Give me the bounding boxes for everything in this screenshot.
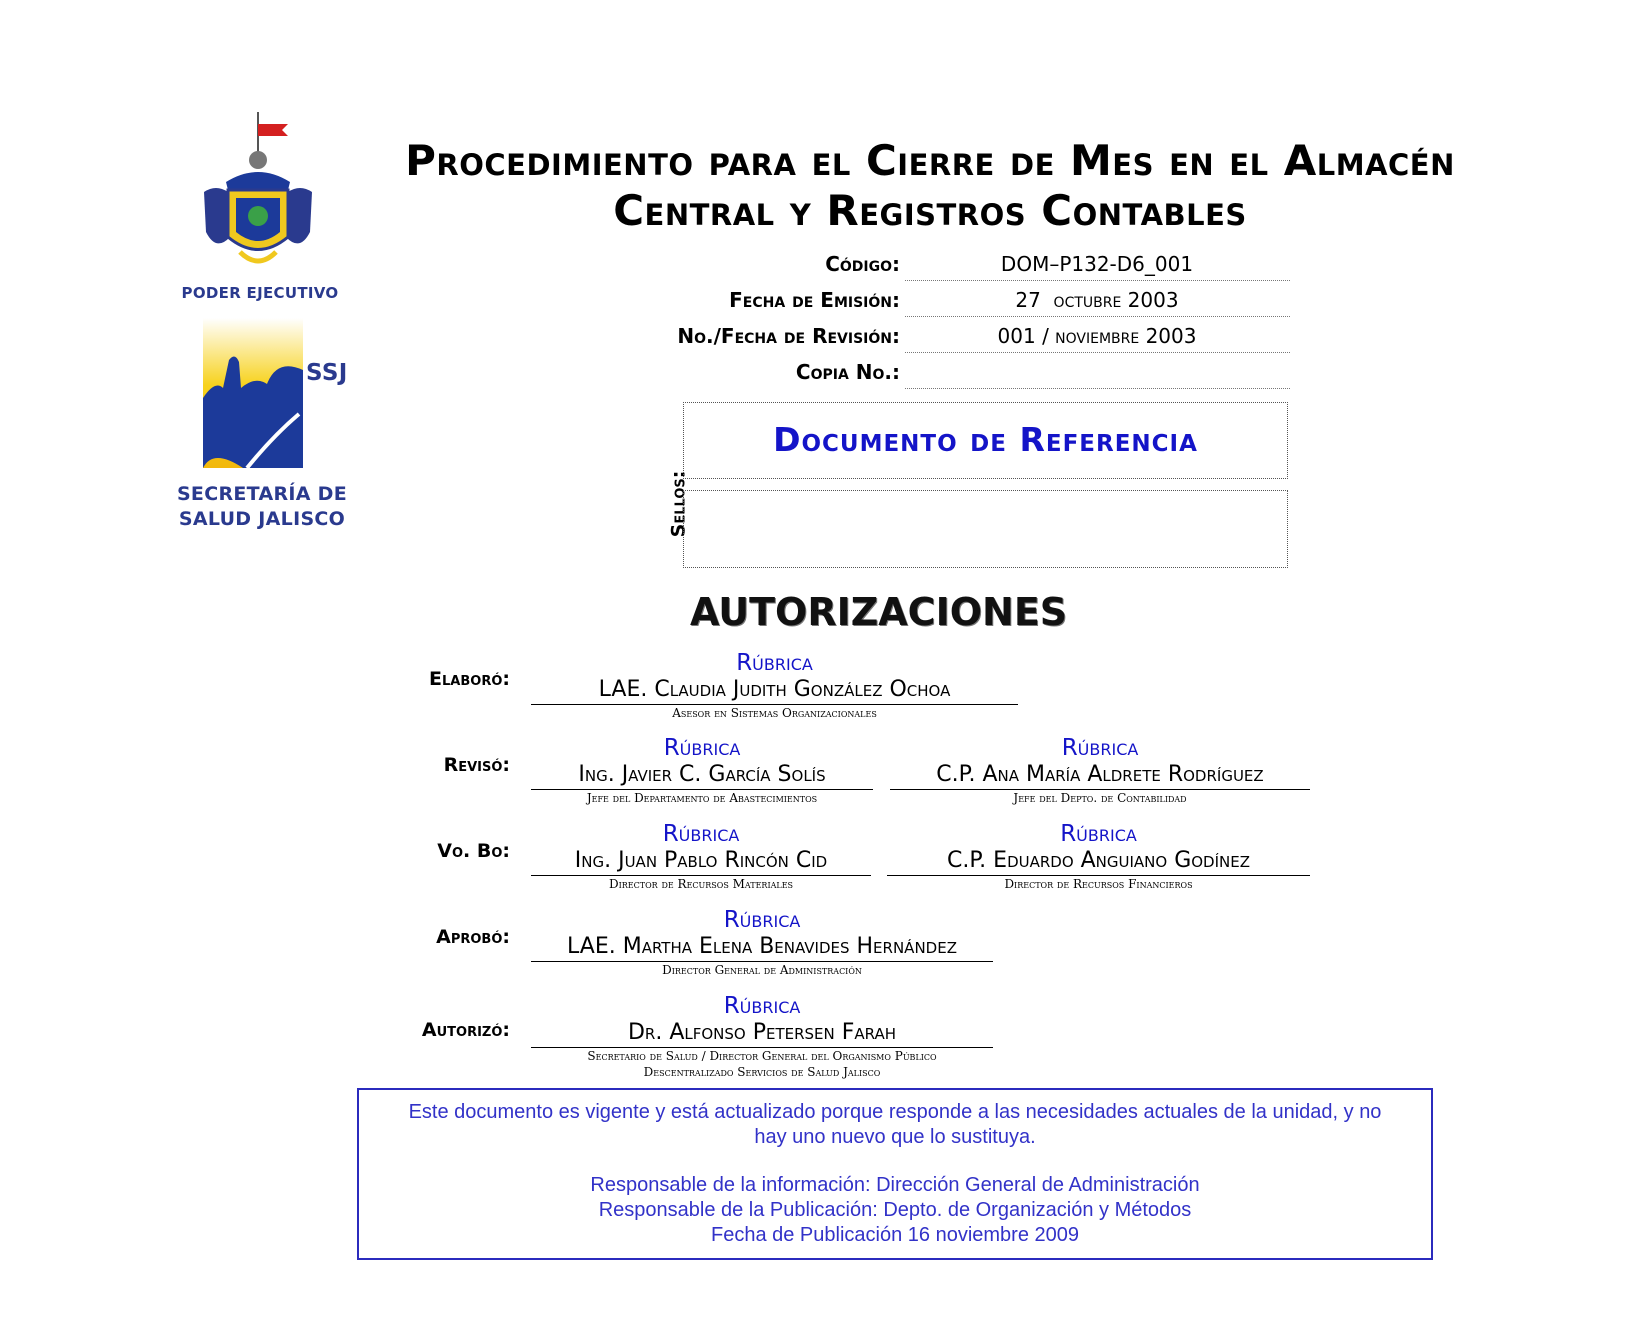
codigo-value: DOM–P132-D6_001 — [1000, 252, 1194, 276]
codigo-label: Código: — [825, 252, 900, 276]
reviso-label: Revisó: — [443, 754, 510, 776]
revision-underline — [905, 352, 1290, 353]
rubrica-text: Rúbrica — [1060, 821, 1137, 847]
reviso-right-signature — [890, 734, 1310, 806]
notice-line-1: Este documento es vigente y está actualizado porque responde a las necesidades actuales de la unidad, y no — [408, 1101, 1382, 1123]
aprobo-label: Aprobó: — [436, 926, 510, 948]
coat-of-arms-icon — [196, 112, 328, 277]
fecha-emision-label: Fecha de Emisión: — [729, 288, 900, 312]
document-title-line-2: Central y Registros Contables — [613, 186, 1247, 235]
publication-responsible: Responsable de la Publicación: Depto. de Organización y Métodos — [598, 1199, 1192, 1221]
revision-value: 001 / noviembre 2003 — [997, 324, 1197, 348]
reviso-left-signature — [531, 734, 873, 806]
vobo-left-signature — [531, 820, 871, 892]
poder-ejecutivo-label: PODER EJECUTIVO — [181, 284, 339, 302]
reviso-right-role: Jefe del Depto. de Contabilidad — [1013, 791, 1187, 805]
autorizo-role-line-2: Descentralizado Servicios de Salud Jalisco — [643, 1065, 881, 1079]
rubrica-text: Rúbrica — [723, 907, 801, 933]
fecha-emision-underline — [905, 316, 1290, 317]
vobo-right-signature — [887, 820, 1310, 892]
elaboro-name: LAE. Claudia Judith González Ochoa — [531, 677, 1018, 705]
documento-referencia-title: Documento de Referencia — [773, 420, 1198, 459]
autorizo-label: Autorizó: — [421, 1019, 510, 1041]
fecha-emision-value: 27 octubre 2003 — [1015, 288, 1179, 312]
document-title-line-1: Procedimiento para el Cierre de Mes en el Almacén — [405, 136, 1455, 185]
aprobo-name: LAE. Martha Elena Benavides Hernández — [531, 934, 993, 962]
reviso-right-name: C.P. Ana María Aldrete Rodríguez — [890, 762, 1310, 790]
secretaria-line-1: SECRETARÍA DE — [176, 483, 348, 505]
aprobo-signature — [531, 906, 993, 978]
reviso-left-name: Ing. Javier C. García Solís — [531, 762, 873, 790]
autorizaciones-heading: AUTORIZACIONES — [690, 590, 1068, 634]
vobo-left-name: Ing. Juan Pablo Rincón Cid — [531, 848, 871, 876]
stamp-box-bottom — [683, 490, 1288, 568]
copia-label: Copia No.: — [795, 360, 900, 384]
copia-underline — [905, 388, 1290, 389]
vobo-left-role: Director de Recursos Materiales — [608, 877, 794, 891]
rubrica-text: Rúbrica — [663, 735, 741, 761]
info-responsible: Responsable de la información: Dirección General de Administración — [590, 1174, 1200, 1196]
jalisco-coat-of-arms-logo — [196, 112, 328, 277]
vobo-label: Vo. Bo: — [437, 840, 510, 862]
secretaria-line-2: SALUD JALISCO — [178, 508, 346, 530]
validity-notice-box — [357, 1088, 1433, 1260]
publication-date: Fecha de Publicación 16 noviembre 2009 — [710, 1224, 1080, 1246]
reviso-left-role: Jefe del Departamento de Abastecimientos — [586, 791, 818, 805]
rubrica-text: Rúbrica — [1061, 735, 1139, 761]
vobo-right-role: Director de Recursos Financieros — [1004, 877, 1193, 891]
rubrica-text: Rúbrica — [736, 650, 813, 676]
sellos-label: Sellos: — [667, 470, 690, 538]
codigo-underline — [905, 280, 1290, 281]
ssj-emblem-icon — [203, 318, 323, 468]
autorizo-role-line-1: Secretario de Salud / Director General del Organismo Público — [587, 1049, 937, 1063]
vobo-right-name: C.P. Eduardo Anguiano Godínez — [887, 848, 1310, 876]
aprobo-role: Director General de Administración — [662, 963, 862, 977]
elaboro-role: Asesor en Sistemas Organizacionales — [672, 706, 877, 720]
autorizo-name: Dr. Alfonso Petersen Farah — [531, 1020, 993, 1048]
notice-line-2: hay uno nuevo que lo sustituya. — [754, 1126, 1036, 1148]
autorizo-signature — [531, 992, 993, 1080]
elaboro-signature — [531, 649, 1018, 721]
ssj-abbreviation: SSJ — [306, 360, 348, 386]
elaboro-label: Elaboró: — [429, 668, 510, 690]
rubrica-text: Rúbrica — [662, 821, 740, 847]
ssj-logo — [203, 318, 323, 468]
rubrica-text: Rúbrica — [723, 993, 801, 1019]
revision-label: No./Fecha de Revisión: — [677, 324, 900, 348]
